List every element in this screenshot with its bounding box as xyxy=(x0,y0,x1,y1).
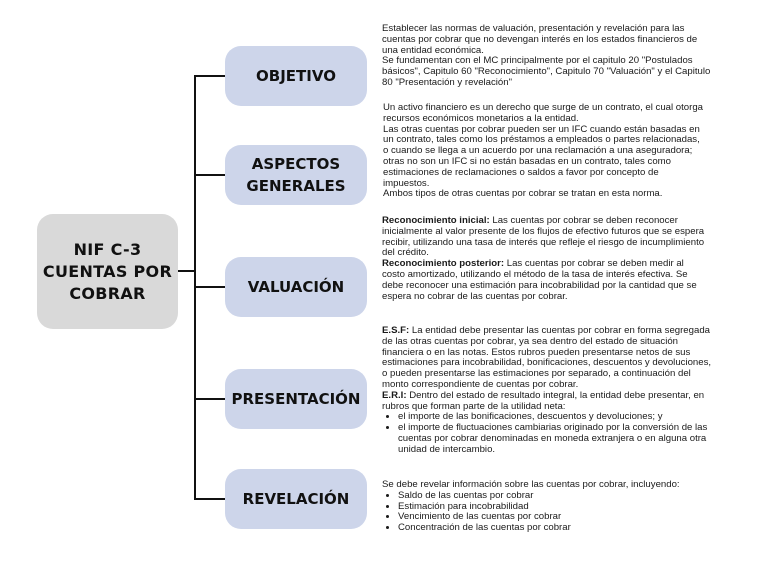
valuacion-paragraph xyxy=(382,216,708,259)
node-objetivo xyxy=(225,46,367,106)
connector-root xyxy=(178,270,195,272)
objetivo-paragraph: Establecer las normas de valuación, presentación y revelación para las cuentas por cobrar que no devengan interés en los estados financieros de una entidad económica. xyxy=(382,23,698,56)
list-item: • Vencimiento de las cuentas por cobrar xyxy=(398,512,708,523)
aspectos-paragraph: Un activo financiero es un derecho que surge de un contrato, el cual otorga recursos económicos monetarios a la entidad. xyxy=(383,102,703,124)
node-label: REVELACIÓN xyxy=(242,490,350,508)
node-aspectos-generales xyxy=(225,145,367,205)
valuacion-text xyxy=(382,216,708,302)
root-title-line: CUENTAS POR xyxy=(42,261,173,281)
node-label: ASPECTOS xyxy=(251,155,341,173)
label-reconocimiento-inicial: Reconocimiento inicial: xyxy=(382,215,490,226)
node-valuacion xyxy=(225,257,367,317)
valuacion-body: Las cuentas por cobrar se deben medir al costo amortizado, utilizando el método de la tasa de interés efectiva. Se debe reconocer una estimación para incobrabilidad por la cantidad que se espera no cobrar de las cuentas por cobrar. xyxy=(382,258,697,302)
connector-aspectos xyxy=(194,174,225,176)
node-presentacion xyxy=(225,369,367,429)
list-item: • Saldo de las cuentas por cobrar xyxy=(398,491,708,502)
presentacion-body: La entidad debe presentar las cuentas por cobrar en forma segregada de las otras cuentas por cobrar, ya sea dentro del estado de situación financiera o en las notas. Estos rubros pueden presentarse netos de sus estimaciones para incobrabilidad, bonificaciones, descuentos y devoluciones, o pueden presentarse las estimaciones por separado, a continuación del monto correspondiente de cuentas por cobrar. xyxy=(382,325,712,390)
label-eri: E.R.I: xyxy=(382,389,407,401)
connector-objetivo xyxy=(194,75,225,77)
list-item: • Concentración de las cuentas por cobrar xyxy=(398,523,708,534)
aspectos-paragraph: Ambos tipos de otras cuentas por cobrar se tratan en esta norma. xyxy=(383,188,663,200)
aspectos-text xyxy=(383,103,707,200)
root-title-line: NIF C-3 xyxy=(73,239,142,259)
connector-revelacion xyxy=(194,498,225,500)
objetivo-text xyxy=(382,24,712,89)
label-esf: E.S.F: xyxy=(382,325,410,336)
node-label: VALUACIÓN xyxy=(247,278,345,296)
list-item: • el importe de las bonificaciones, descuentos y devoluciones; y xyxy=(398,412,718,423)
node-label: GENERALES xyxy=(246,177,346,195)
presentacion-text xyxy=(382,326,718,456)
list-item: • el importe de fluctuaciones cambiarias originado por la conversión de las cuentas por cobrar denominadas en moneda extranjera o en alguna otra unidad de intercambio. xyxy=(398,423,718,455)
valuacion-paragraph xyxy=(382,259,708,302)
node-label: OBJETIVO xyxy=(256,67,336,85)
connector-valuacion xyxy=(194,286,225,288)
presentacion-paragraph xyxy=(382,391,718,413)
objetivo-paragraph: Se fundamentan con el MC principalmente por el capitulo 20 "Postulados básicos", Capitulo 60 "Reconocimiento", Capitulo 70 "Valuación" y el Capitulo 80 "Presentación y revelación" xyxy=(382,55,711,88)
revelacion-intro: Se debe revelar información sobre las cuentas por cobrar, incluyendo: xyxy=(382,479,680,490)
node-revelacion xyxy=(225,469,367,529)
node-label: PRESENTACIÓN xyxy=(231,390,361,408)
presentacion-body: Dentro del estado de resultado integral, la entidad debe presentar, en rubros que forman parte de la utilidad neta: xyxy=(382,389,705,412)
revelacion-text xyxy=(382,480,708,534)
aspectos-paragraph: Las otras cuentas por cobrar pueden ser un IFC cuando están basadas en un contrato, tales como los préstamos a empleados o partes relacionadas, o cuando se llega a un acuerdo por una reclamación a una aseguradora; otras no son un IFC si no están basadas en un contrato, tales como estimaciones de reclamaciones o saldos a favor por concepto de impuestos. xyxy=(383,123,700,189)
root-node xyxy=(37,214,178,329)
presentacion-list xyxy=(382,412,718,455)
list-item: • Estimación para incobrabilidad xyxy=(398,502,708,513)
valuacion-body: Las cuentas por cobrar se deben reconocer inicialmente al valor presente de los flujos de efectivo futuros que se espera recibir, utilizando una tasa de interés que refleje el riesgo de incumplimiento del crédito. xyxy=(382,215,705,259)
connector-presentacion xyxy=(194,398,225,400)
label-reconocimiento-posterior: Reconocimiento posterior: xyxy=(382,258,505,270)
revelacion-list xyxy=(382,491,708,534)
presentacion-paragraph xyxy=(382,326,718,391)
root-title-line: COBRAR xyxy=(69,283,146,303)
